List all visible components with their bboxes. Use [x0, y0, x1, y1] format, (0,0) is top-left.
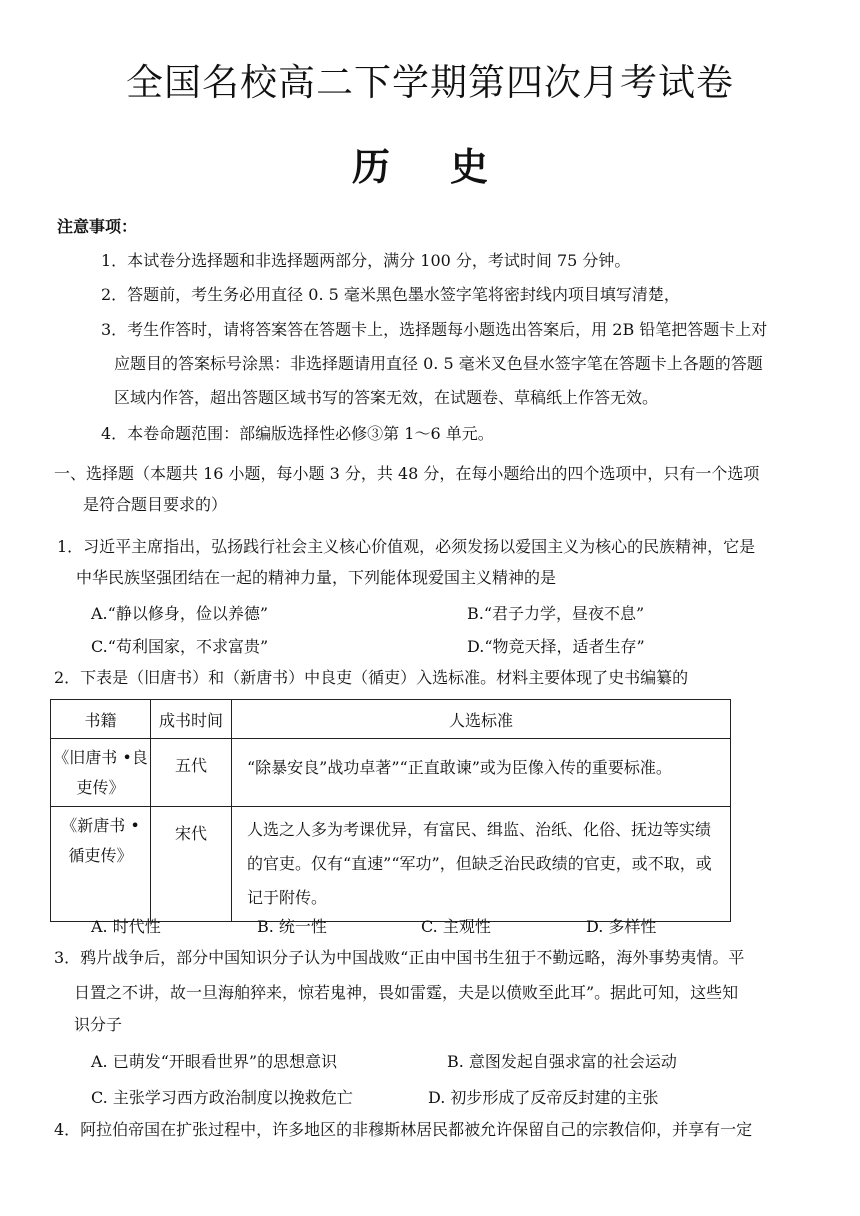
q1-option-a: A.“静以修身，俭以养德” — [91, 604, 269, 623]
notice-item-3-cont2: 区域内作答，超出答题区域书写的答案无效，在试题卷、草稿纸上作答无效。 — [114, 388, 659, 407]
q2-stem: 2．下表是（旧唐书）和（新唐书）中良吏（循吏）入选标准。材料主要体现了史书编纂的 — [54, 668, 689, 687]
q3-option-c: C. 主张学习西方政治制度以挽救危亡 — [91, 1088, 353, 1107]
q4-stem-line1: 4．阿拉伯帝国在扩张过程中，许多地区的非穆斯林居民都被允许保留自己的宗教信仰，并享有一定 — [54, 1120, 753, 1139]
q1-option-b: B.“君子力学，昼夜不息” — [467, 604, 645, 623]
table-cell-book — [51, 739, 151, 807]
section-heading-cont: 是符合题目要求的） — [83, 495, 228, 514]
exam-title: 全国名校高二下学期第四次月考试卷 — [126, 61, 734, 104]
q3-option-d: D. 初步形成了反帝反封建的主张 — [428, 1088, 659, 1107]
notice-item-4: 4．本卷命题范围：部编版选择性必修③第 1～6 单元。 — [101, 424, 494, 443]
table-header-book: 书籍 — [51, 700, 151, 739]
q1-option-c: C.“苟利国家，不求富贵” — [91, 637, 269, 656]
q2-table — [50, 699, 731, 922]
book-name-line2: 循吏传》 — [68, 846, 133, 865]
q3-option-b: B. 意图发起自强求富的社会运动 — [447, 1052, 677, 1071]
subject-title: 历史 — [351, 144, 548, 189]
book-name-line1: 《旧唐书 •良 — [53, 748, 148, 767]
q3-option-a: A. 已萌发“开眼看世界”的思想意识 — [91, 1052, 338, 1071]
table-cell-standard: 人选之人多为考课优异，有富民、缉监、治纸、化俗、抚边等实绩的官吏。仅有“直速”“军功”，但缺乏治民政绩的官吏，或不取，或记于附传。 — [232, 807, 731, 922]
q1-stem-line2: 中华民族坚强团结在一起的精神力量，下列能体现爱国主义精神的是 — [76, 568, 557, 587]
q3-stem-line2: 日置之不讲，故一旦海舶猝来，惊若鬼神，畏如雷霆，夫是以偾败至此耳”。据此可知，这些知 — [74, 983, 739, 1002]
table-cell-time: 五代 — [151, 739, 232, 807]
table-header-row — [51, 700, 731, 739]
notice-item-1: 1．本试卷分选择题和非选择题两部分，满分 100 分，考试时间 75 分钟。 — [101, 251, 631, 270]
q1-option-d: D.“物竞天择，适者生存” — [467, 637, 645, 656]
table-cell-standard: “除暴安良”战功卓著”“正直敢谏”或为臣像入传的重要标准。 — [232, 739, 731, 807]
table-row — [51, 739, 731, 807]
section-heading: 一、选择题（本题共 16 小题，每小题 3 分，共 48 分，在每小题给出的四个选项中，只有一个选项 — [54, 464, 760, 483]
q3-stem-line1: 3．鸦片战争后，部分中国知识分子认为中国战败“正由中国书生狃于不勤远略，海外事势夷情。平 — [54, 948, 745, 967]
q2-option-b: B. 统一性 — [257, 917, 327, 936]
book-name-line1: 《新唐书 • — [61, 816, 140, 835]
table-cell-book — [51, 807, 151, 922]
table-header-standard: 人选标准 — [232, 700, 731, 739]
q3-stem-line3: 识分子 — [74, 1015, 123, 1034]
q2-option-a: A. 时代性 — [91, 917, 161, 936]
notice-heading: 注意事项： — [57, 217, 138, 236]
q1-stem-line1: 1．习近平主席指出，弘扬践行社会主义核心价值观，必须发扬以爱国主义为核心的民族精神，它是 — [57, 537, 756, 556]
q2-option-c: C. 主观性 — [421, 917, 491, 936]
notice-item-2: 2．答题前，考生务必用直径 0. 5 毫米黑色墨水签字笔将密封线内项目填写清楚， — [101, 285, 680, 304]
notice-item-3-cont: 应题目的答案标号涂黑：非选择题请用直径 0. 5 毫米叉色昼水签字笔在答题卡上各题的答题 — [114, 354, 763, 373]
table-cell-time: 宋代 — [151, 807, 232, 922]
notice-item-3: 3．考生作答时，请将答案答在答题卡上，选择题每小题选出答案后，用 2B 铅笔把答题卡上对 — [101, 320, 768, 339]
table-header-time: 成书时间 — [151, 700, 232, 739]
q2-option-d: D. 多样性 — [586, 917, 657, 936]
book-name-line2: 吏传》 — [76, 778, 125, 797]
table-row — [51, 807, 731, 922]
